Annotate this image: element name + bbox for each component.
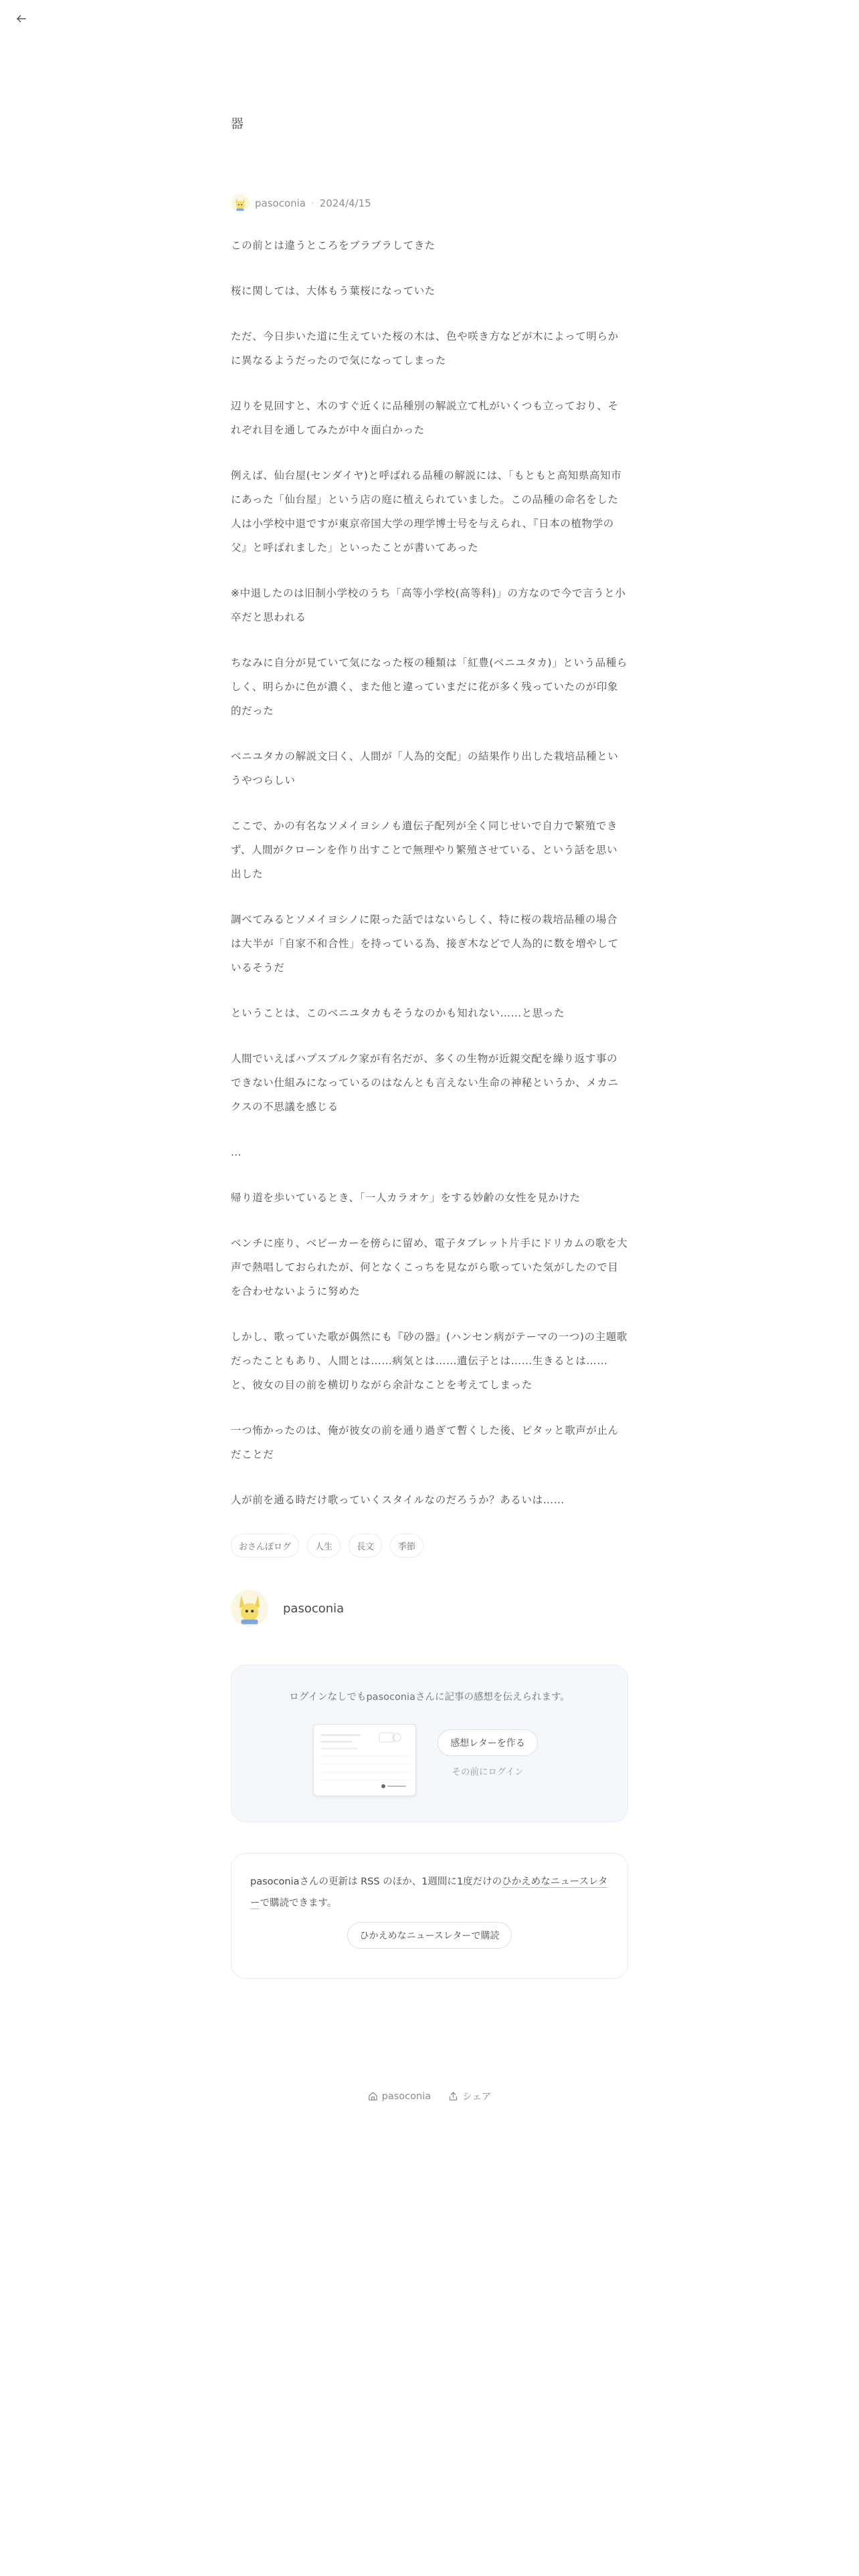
article (231, 114, 628, 1979)
paragraph: ベンチに座り、ベビーカーを傍らに留め、電子タブレット片手にドリカムの歌を大声で熱唱しておられたが、何となくこっちを見ながら歌っていた気がしたので目を合わせないように努めた (231, 1237, 628, 1297)
paragraph: 人が前を通る時だけ歌っていくスタイルなのだろうか？あるいは…… (231, 1494, 565, 1506)
paragraph: ここで、かの有名なソメイヨシノも遺伝子配列が全く同じせいで自力で繁殖できず、人間がクローンを作り出すことで無理やり繁殖させている、という話を思い出した (231, 820, 618, 880)
paragraph: 人間でいえばハプスブルク家が有名だが、多くの生物が近親交配を繰り返す事のできない仕組みになっているのはなんとも言えない生命の神秘というか、メカニクスの不思議を感じる (231, 1053, 619, 1113)
paragraph: 調べてみるとソメイヨシノに限った話ではないらしく、特に桜の栽培品種の場合は大半が「自家不和合性」を持っている為、接ぎ木などで人為的に数を増やしているそうだ (231, 914, 619, 974)
paragraph: ※中退したのは旧制小学校のうち「高等小学校(高等科)」の方なので今で言うと小卒だと思われる (231, 587, 626, 623)
paragraph: 辺りを見回すと、木のすぐ近くに品種別の解説立て札がいくつも立っており、それぞれ目を通してみたが中々面白かった (231, 400, 619, 436)
author-card[interactable] (231, 1588, 628, 1628)
letter-actions (434, 1729, 541, 1778)
newsletter-panel (231, 1853, 628, 1979)
newsletter-text-prefix: pasoconiaさんの更新は RSS のほか、1週間に1度だけの (250, 1876, 502, 1887)
paragraph: ちなみに自分が見ていて気になった桜の種類は「紅豊(ベニユタカ)」という品種らしく、明らかに色が濃く、また他と違っていまだに花が多く残っていたのが印象的だった (231, 657, 628, 717)
paragraph: しかし、歌っていた歌が偶然にも『砂の器』(ハンセン病がテーマの一つ)の主題歌だったこともあり、人間とは……病気とは……遺伝子とは……生きるとは……と、彼女の目の前を横切りながら余計なことを考えてしまった (231, 1331, 628, 1391)
paragraph: 帰り道を歩いているとき、「一人カラオケ」をする妙齢の女性を見かけた (231, 1192, 581, 1204)
author-card-avatar[interactable] (231, 1590, 268, 1627)
create-letter-button[interactable]: 感想レターを作る (438, 1729, 537, 1756)
subscribe-newsletter-button[interactable]: ひかえめなニュースレターで購読 (347, 1922, 512, 1949)
meta-separator: · (311, 197, 314, 209)
newsletter-text (250, 1871, 609, 1914)
tag-list (231, 1533, 628, 1558)
paragraph: 一つ怖かったのは、俺が彼女の前を通り過ぎて暫くした後、ピタッと歌声が止んだことだ (231, 1424, 619, 1461)
author-name[interactable]: pasoconia (255, 197, 306, 209)
paragraph: … (231, 1146, 242, 1158)
footer-share-button[interactable] (448, 2089, 491, 2103)
tag-jinsei[interactable]: 人生 (307, 1533, 341, 1558)
paragraph: ただ、今日歩いた道に生えていた桜の木は、色や咲き方などが木によって明らかに異なるようだったので気になってしまった (231, 330, 619, 366)
footer-home-label: pasoconia (381, 2090, 432, 2102)
newsletter-text-suffix: で購読できます。 (260, 1898, 337, 1909)
author-card-name[interactable]: pasoconia (283, 1601, 345, 1616)
page-footer (0, 2089, 859, 2103)
paragraph: 例えば、仙台屋(センダイヤ)と呼ばれる品種の解説には、「もともと高知県高知市にあった「仙台屋」という店の庭に植えられていました。この品種の命名をした人は小学校中退ですが東京帝国大学の理学博士号を与えられ、『日本の植物学の父』と呼ばれました」といったことが書いてあった (231, 469, 622, 554)
tag-osanpo-log[interactable]: おさんぽログ (231, 1533, 299, 1558)
article-meta (231, 194, 628, 213)
tag-kisetsu[interactable]: 季節 (390, 1533, 423, 1558)
footer-home-link[interactable] (368, 2089, 431, 2103)
footer-share-label: シェア (462, 2092, 492, 2103)
login-link[interactable]: その前にログイン (452, 1767, 524, 1778)
home-icon (368, 2091, 378, 2101)
article-body (231, 233, 628, 1512)
publish-date: 2024/4/15 (319, 197, 371, 209)
paragraph: 桜に関しては、大体もう葉桜になっていた (231, 285, 436, 297)
letter-preview-graphic (314, 1725, 417, 1797)
article-title: 器 (231, 116, 244, 131)
share-icon (448, 2091, 458, 2101)
tag-choubun[interactable]: 長文 (349, 1533, 382, 1558)
arrow-left-icon (15, 13, 27, 25)
paragraph: ということは、このベニユタカもそうなのかも知れない……と思った (231, 1007, 565, 1019)
author-avatar[interactable] (231, 194, 250, 213)
newsletter-link[interactable]: ひかえめなニュースレター (250, 1876, 608, 1909)
letter-message: ログインなしでもpasoconiaさんに記事の感想を伝えられます。 (289, 1692, 570, 1703)
paragraph: ベニユタカの解説文曰く、人間が「人為的交配」の結果作り出した栽培品種というやつらしい (231, 750, 619, 786)
letter-preview-image (313, 1724, 416, 1796)
back-button[interactable] (13, 11, 29, 27)
paragraph: この前とは違うところをブラブラしてきた (231, 239, 436, 251)
feedback-letter-panel (231, 1665, 628, 1822)
